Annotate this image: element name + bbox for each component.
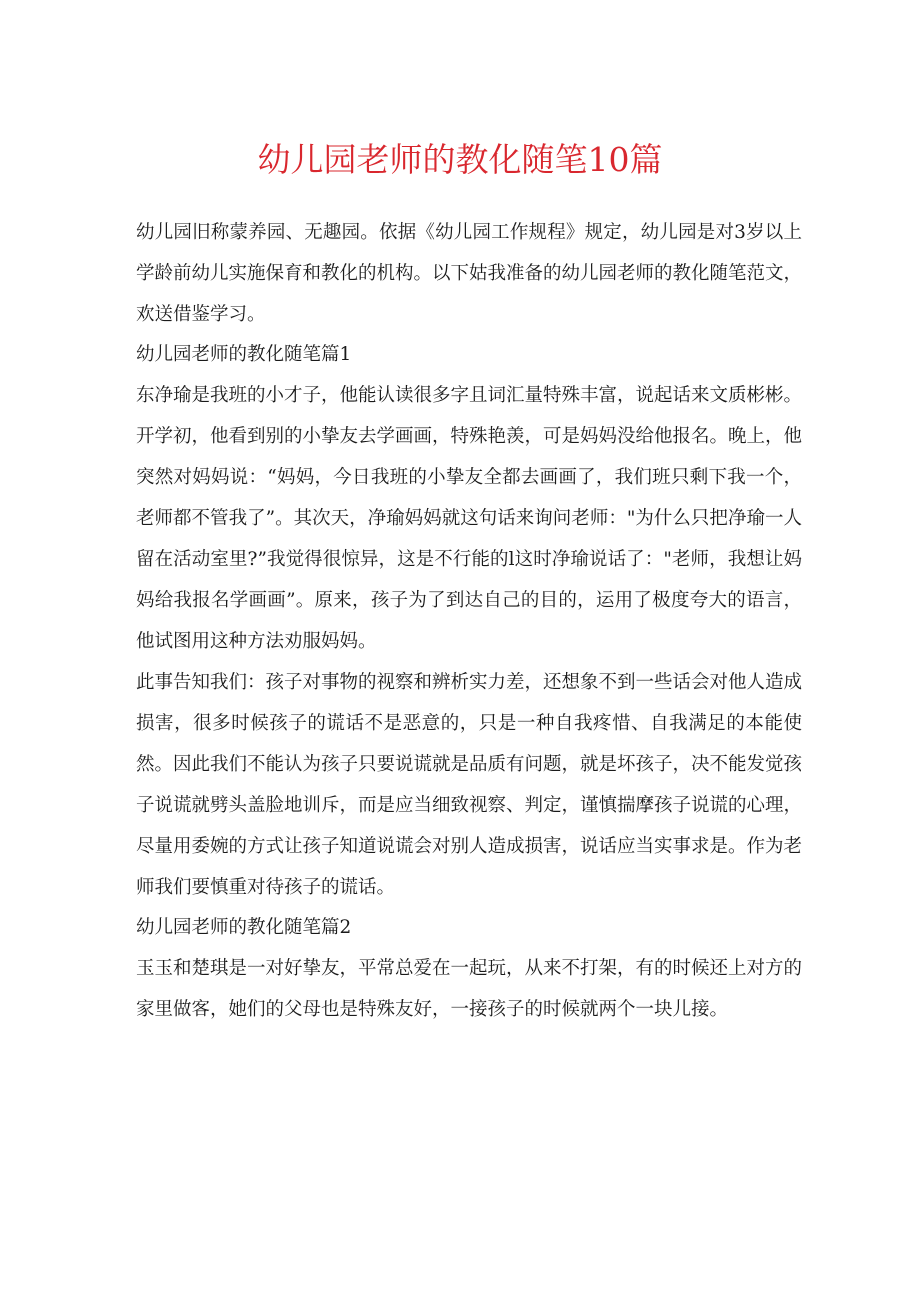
document-body: [136, 212, 802, 1030]
section-heading: 幼儿园老师的教化随笔篇1: [136, 344, 352, 365]
body-paragraph: 此事告知我们：孩子对事物的视察和辨析实力差，还想象不到一些话会对他人造成损害，很多时候孩子的谎话不是恶意的，只是一种自我疼惜、自我满足的本能使然。因此我们不能认为孩子只要说谎就是品质有问题，就是坏孩子，决不能发觉孩子说谎就劈头盖脸地训斥，而是应当细致视察、判定，谨慎揣摩孩子说谎的心理，尽量用委婉的方式让孩子知道说谎会对别人造成损害，说话应当实事求是。作为老师我们要慎重对待孩子的谎话。: [136, 672, 803, 898]
section-1: [136, 335, 802, 908]
section-2: [136, 908, 802, 1030]
document-title: 幼儿园老师的教化随笔10篇: [257, 140, 663, 179]
body-paragraph: 东净瑜是我班的小才子，他能认读很多字且词汇量特殊丰富，说起话来文质彬彬。开学初，他看到别的小挚友去学画画，特殊艳羡，可是妈妈没给他报名。晚上，他突然对妈妈说：“妈妈，今日我班的小挚友全都去画画了，我们班只剩下我一个，老师都不管我了”。其次天，净瑜妈妈就这句话来询问老师："为什么只把净瑜一人留在活动室里?”我觉得很惊异，这是不行能的l这时净瑜说话了："老师，我想让妈妈给我报名学画画”。原来，孩子为了到达自己的目的，运用了极度夸大的语言，他试图用这种方法劝服妈妈。: [136, 385, 803, 652]
body-paragraph: 玉玉和楚琪是一对好挚友，平常总爱在一起玩，从来不打架，有的时候还上对方的家里做客，她们的父母也是特殊友好，一接孩子的时候就两个一块儿接。: [136, 958, 803, 1020]
intro-paragraph: 幼儿园旧称蒙养园、无趣园。依据《幼儿园工作规程》规定，幼儿园是对3岁以上学龄前幼儿实施保育和教化的机构。以下姑我准备的幼儿园老师的教化随笔范文，欢送借鉴学习。: [136, 222, 803, 325]
section-heading: 幼儿园老师的教化随笔篇2: [136, 917, 352, 938]
